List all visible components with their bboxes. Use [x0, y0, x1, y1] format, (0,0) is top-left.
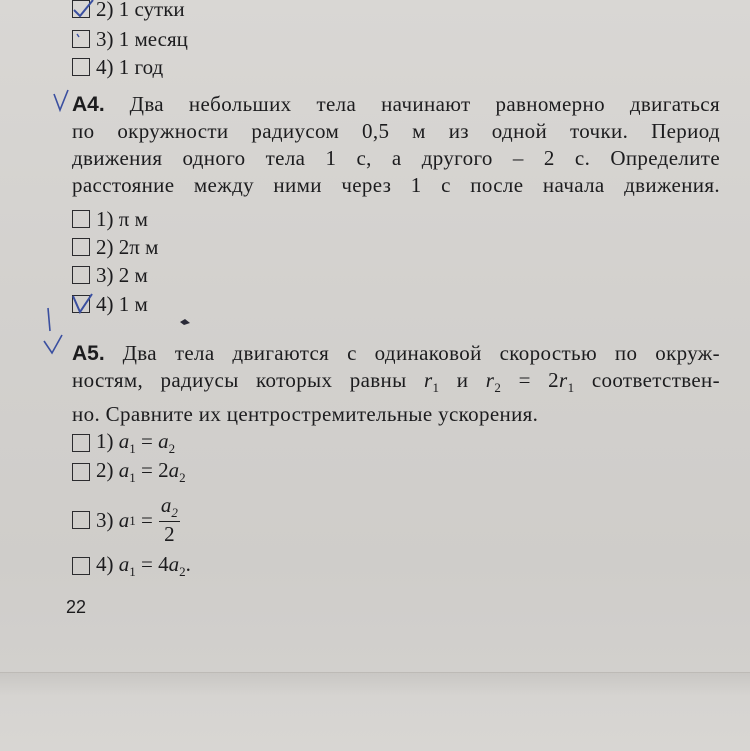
prev-option-2 [72, 0, 185, 22]
prev-option-3 [72, 26, 188, 52]
question-a4-line-1: А4. Два небольших тела начинают равномерно двигаться [72, 92, 720, 116]
prev-option-4 [72, 54, 163, 80]
option-label: 2) 1 сутки [96, 0, 185, 21]
question-a5-line-3: но. Сравните их центростремительные ускорения. [72, 402, 539, 426]
checkbox[interactable] [72, 266, 90, 284]
option-formula: 3) a 1 = $\frac{a_2}{2}$ [96, 493, 178, 546]
fraction: $\frac{a_2}{2}$ [160, 493, 178, 546]
checkbox-checked[interactable] [72, 0, 90, 18]
a5-option-4 [72, 553, 191, 579]
pen-check-icon [71, 293, 95, 315]
option-label: 4) 1 м [96, 291, 148, 316]
a5-option-2 [72, 459, 186, 485]
question-a5 [72, 340, 720, 428]
option-label: 2) 2π м [96, 234, 159, 259]
a5-option-3 [72, 494, 180, 546]
option-formula: 2) $a_1 = 2a_2$ [96, 458, 186, 485]
option-formula: 4) $a_1 = 4a_2$. [96, 552, 191, 579]
ink-blot-icon [178, 316, 192, 328]
question-a4-line-2: по окружности радиусом 0,5 м из одной точки. Период [72, 119, 720, 143]
option-label: 4) 1 год [96, 54, 164, 79]
a4-option-3 [72, 262, 148, 288]
question-number: А5. [72, 342, 105, 365]
pen-tick-a4-icon [52, 88, 72, 114]
question-a5-line-1: А5. Два тела двигаются с одинаковой скоростью по окруж- [72, 341, 720, 365]
checkbox[interactable] [72, 210, 90, 228]
a4-option-2 [72, 234, 158, 260]
pen-stroke-icon [40, 305, 66, 357]
question-a4 [72, 91, 720, 199]
checkbox-checked[interactable] [72, 295, 90, 313]
page-edge-shadow [0, 672, 750, 751]
checkbox[interactable] [72, 30, 90, 48]
checkbox[interactable] [72, 557, 90, 575]
pen-check-icon [71, 0, 95, 20]
page-number: 22 [66, 597, 87, 617]
question-a4-line-4: расстояние между ними через 1 с после начала движения. [72, 173, 720, 197]
a4-option-1 [72, 206, 148, 232]
a4-option-4 [72, 291, 148, 317]
checkbox[interactable] [72, 511, 90, 529]
a5-option-1 [72, 430, 175, 456]
pen-mark-icon [71, 28, 95, 50]
question-a4-line-3: движения одного тела 1 с, а другого – 2 с. Определите [72, 146, 720, 170]
question-number: А4. [72, 93, 105, 116]
checkbox[interactable] [72, 238, 90, 256]
question-a5-line-2: ностям, радиусы которых равны $r_1$ и $r_2 = 2r_1$ соответствен- [72, 368, 720, 395]
option-formula: 1) $a_1 = a_2$ [96, 429, 176, 456]
checkbox[interactable] [72, 58, 90, 76]
option-label: 3) 1 месяц [96, 26, 188, 51]
checkbox[interactable] [72, 434, 90, 452]
checkbox[interactable] [72, 463, 90, 481]
option-label: 3) 2 м [96, 262, 148, 287]
option-label: 1) π м [96, 206, 148, 231]
